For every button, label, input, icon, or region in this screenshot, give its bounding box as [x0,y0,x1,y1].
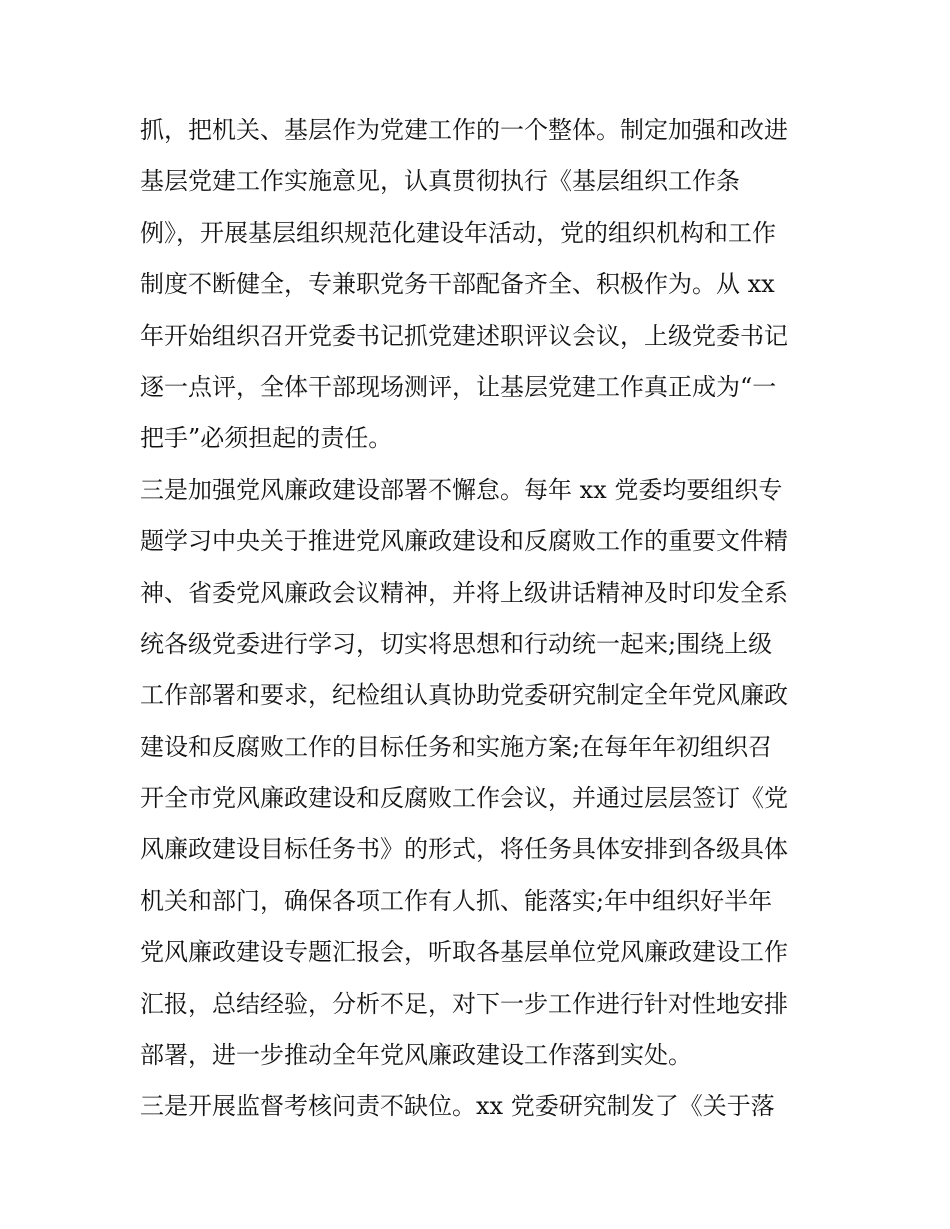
text-line: 抓，把机关、基层作为党建工作的一个整体。制定加强和改进 [140,116,788,144]
text-line: 题学习中央关于推进党风廉政建设和反腐败工作的重要文件精 [140,527,788,556]
text-line: 部署，进一步推动全年党风廉政建设工作落到实处。 [140,1041,692,1070]
text-line: 三是开展监督考核问责不缺位。xx 党委研究制发了《关于落 [140,1092,775,1121]
body-text [140,105,820,1133]
text-line: 统各级党委进行学习，切实将思想和行动统一起来;围绕上级 [140,629,773,658]
text-line: 建设和反腐败工作的目标任务和实施方案;在每年年初组织召 [140,732,773,761]
text-line: 三是加强党风廉政建设部署不懈怠。每年 xx 党委均要组织专 [140,475,783,504]
text-line: 工作部署和要求，纪检组认真协助党委研究制定全年党风廉政 [140,681,788,710]
text-line: 基层党建工作实施意见，认真贯彻执行《基层组织工作条 [140,167,740,196]
text-line: 制度不断健全，专兼职党务干部配备齐全、积极作为。从 xx [140,270,775,299]
text-line: 党风廉政建设专题汇报会，听取各基层单位党风廉政建设工作 [140,938,788,967]
text-line: 年开始组织召开党委书记抓党建述职评议会议，上级党委书记 [140,321,788,350]
text-line: 逐一点评，全体干部现场测评，让基层党建工作真正成为“一 [140,372,777,401]
text-line: 开全市党风廉政建设和反腐败工作会议，并通过层层签订《党 [140,784,788,813]
text-line: 神、省委党风廉政会议精神，并将上级讲话精神及时印发全系 [140,578,788,607]
text-line: 把手”必须担起的责任。 [140,424,393,453]
text-line: 风廉政建设目标任务书》的形式，将任务具体安排到各级具体 [140,835,788,864]
text-line: 例》，开展基层组织规范化建设年活动，党的组织机构和工作 [140,218,776,247]
text-line: 汇报，总结经验，分析不足，对下一步工作进行针对性地安排 [140,989,788,1018]
text-line: 机关和部门，确保各项工作有人抓、能落实;年中组织好半年 [140,886,773,915]
